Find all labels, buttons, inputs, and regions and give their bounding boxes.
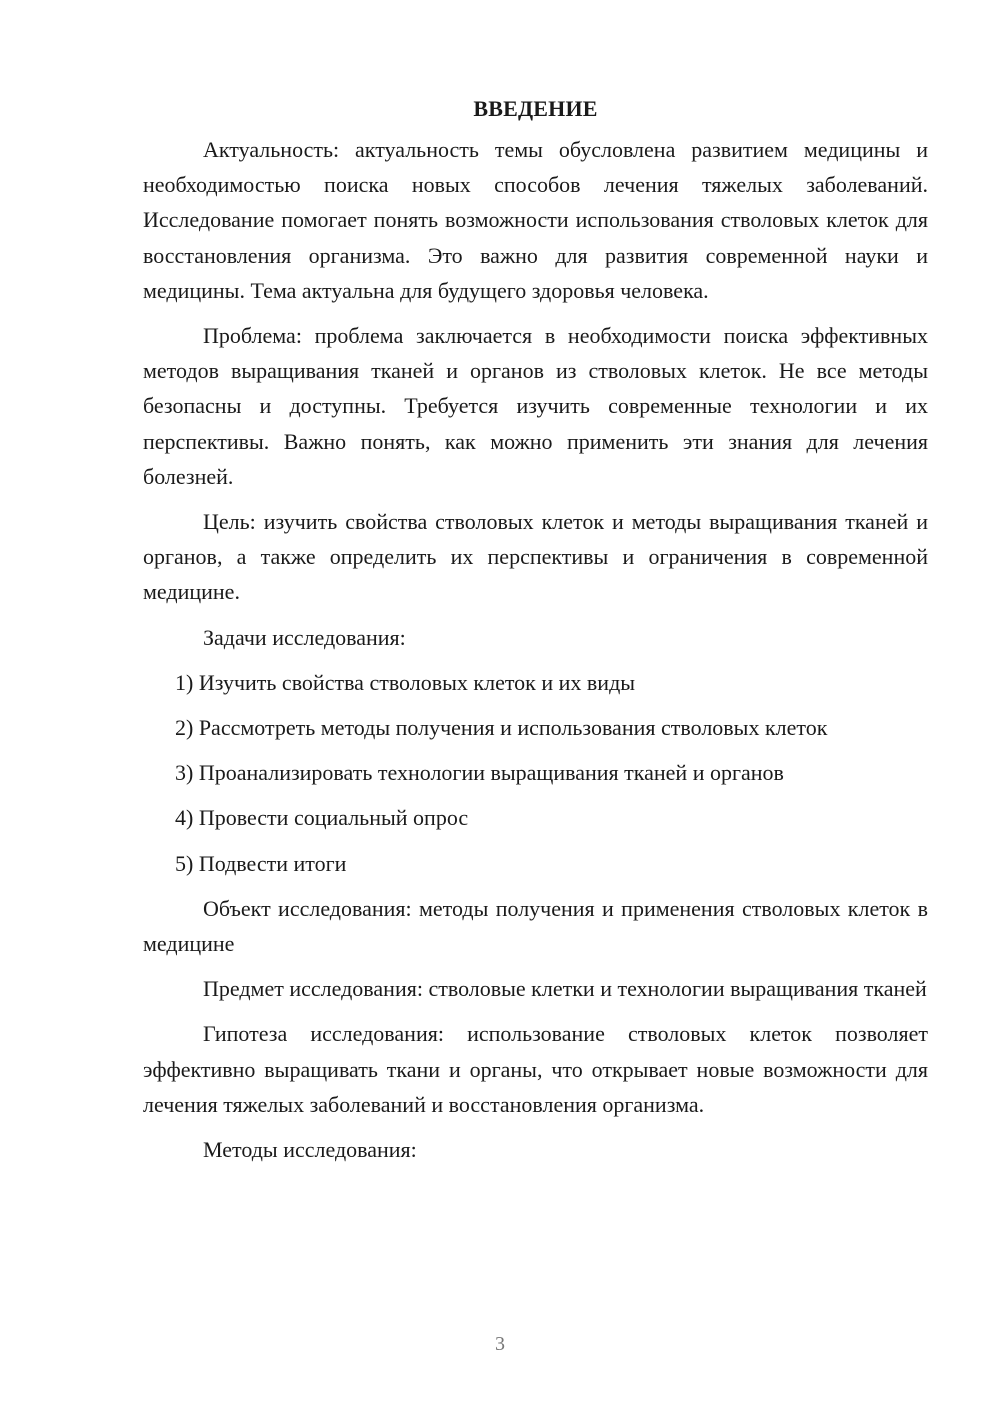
relevance-paragraph: Актуальность: актуальность темы обусловлена развитием медицины и необходимостью поиска новых способов лечения тяжелых заболеваний. Исследование помогает понять возможности использования стволовых клеток для восстановления организма. Это важно для развития современной науки и медицины. Тема актуальна для будущего здоровья человека. [143,137,928,303]
list-item: 4) Провести социальный опрос [175,805,469,831]
object-paragraph: Объект исследования: методы получения и применения стволовых клеток в медицине [143,895,928,957]
page-number: 3 [495,1333,505,1355]
list-item: 1) Изучить свойства стволовых клеток и их виды [175,669,636,695]
tasks-list [143,665,928,881]
list-item: 2) Рассмотреть методы получения и использования стволовых клеток [175,715,828,741]
methods-title: Методы исследования: [203,1137,417,1163]
tasks-title: Задачи исследования: [203,624,406,650]
problem-paragraph: Проблема: проблема заключается в необходимости поиска эффективных методов выращивания тканей и органов из стволовых клеток. Не все методы безопасны и доступны. Требуется изучить современные технологии и их перспективы. Важно понять, как можно применить эти знания для лечения болезней. [143,323,928,489]
hypothesis-paragraph: Гипотеза исследования: использование стволовых клеток позволяет эффективно выращивать ткани и органы, что открывает новые возможности для лечения тяжелых заболеваний и восстановления организма. [143,1021,928,1117]
subject-paragraph: Предмет исследования: стволовые клетки и технологии выращивания тканей [203,976,927,1002]
list-item: 5) Подвести итоги [175,850,347,876]
page-title: ВВЕДЕНИЕ [473,96,598,121]
goal-paragraph: Цель: изучить свойства стволовых клеток и методы выращивания тканей и органов, а также определить их перспективы и ограничения в современной медицине. [143,509,928,605]
document-page [143,92,928,1177]
list-item: 3) Проанализировать технологии выращивания тканей и органов [175,760,784,786]
